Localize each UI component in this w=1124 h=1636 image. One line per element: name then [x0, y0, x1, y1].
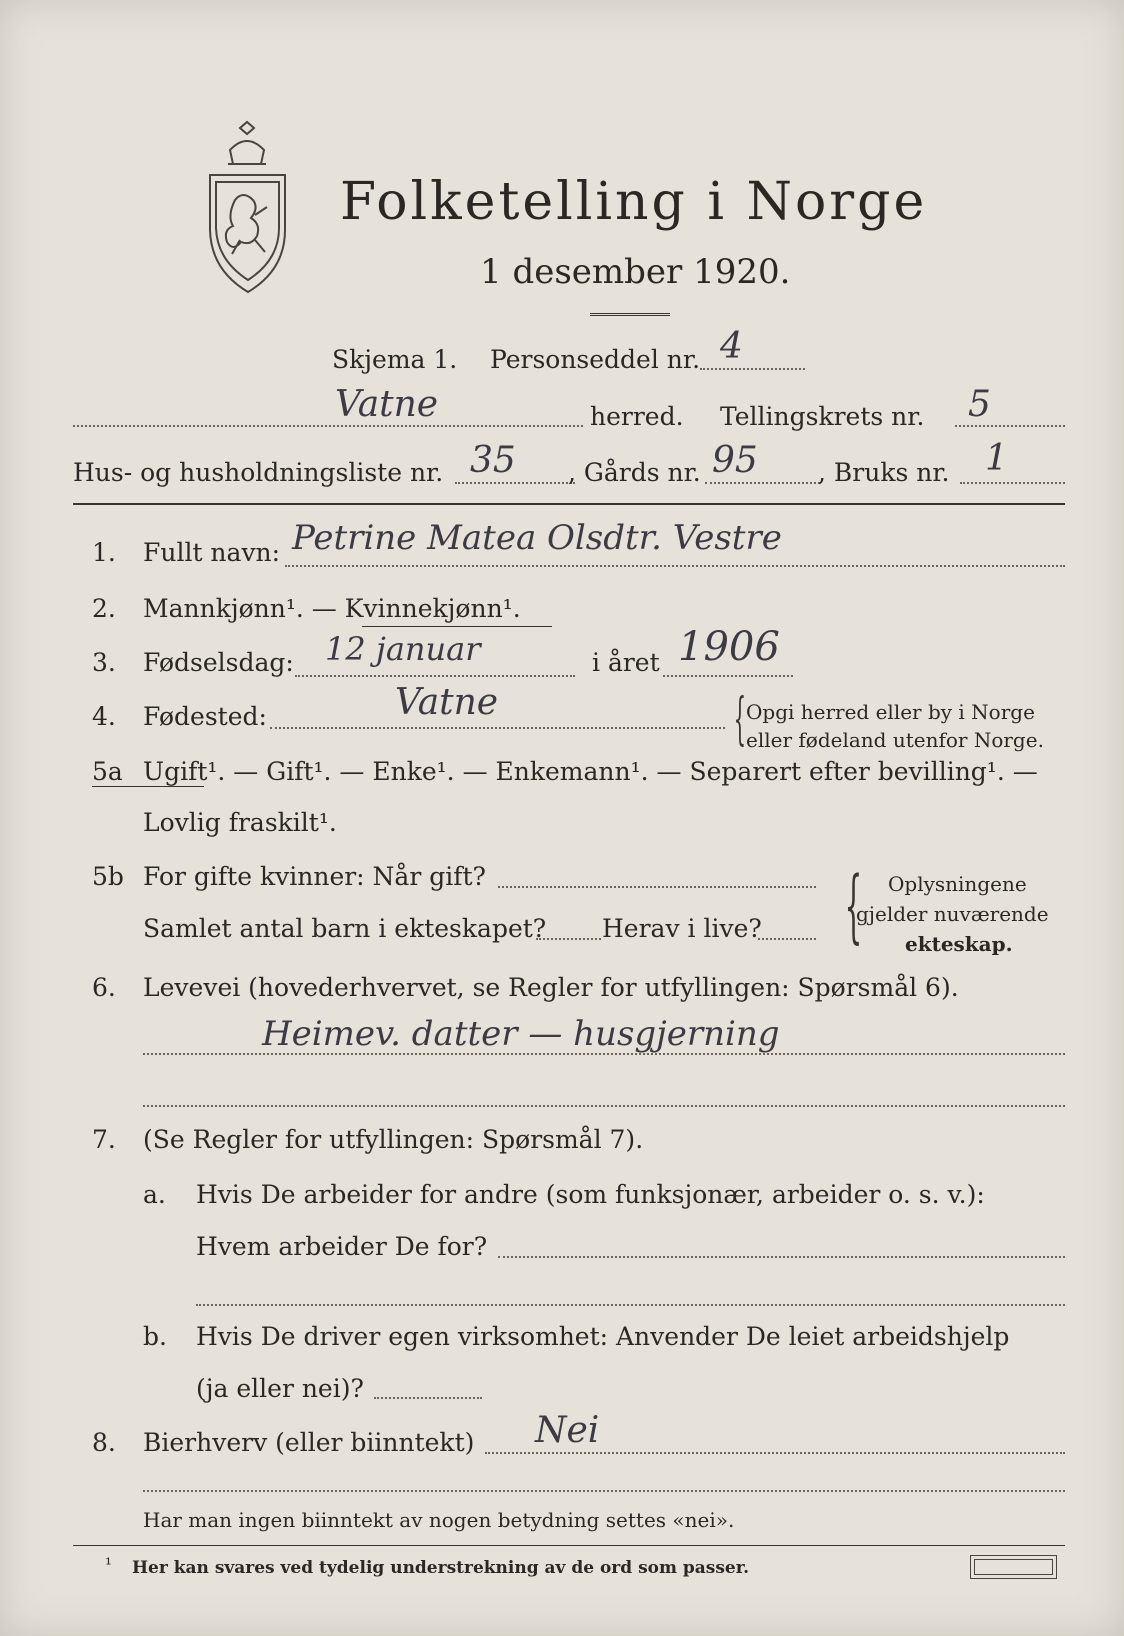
q4-field-line	[270, 727, 725, 729]
q6-occupation-value[interactable]: Heimev. datter — husgjerning	[262, 1014, 780, 1054]
gards-value[interactable]: 95	[712, 440, 758, 481]
q5b-children-field-line	[536, 938, 601, 940]
q4-number: 4.	[92, 702, 116, 731]
q3-year-field-line	[663, 675, 793, 677]
q7-number: 7.	[92, 1125, 116, 1154]
q5a-underline-ugift	[92, 786, 204, 787]
q5b-children-label: Samlet antal barn i ekteskapet?	[143, 914, 547, 943]
q5b-when-married-label: For gifte kvinner: Når gift?	[143, 862, 486, 891]
q3-label: Fødselsdag:	[143, 648, 294, 677]
footnote-marker: ¹	[105, 1555, 112, 1575]
q6-field-line-2	[143, 1105, 1065, 1107]
q8-label: Bierhverv (eller biinntekt)	[143, 1428, 475, 1457]
herred-value[interactable]: Vatne	[335, 384, 439, 425]
q5b-note-line3: ekteskap.	[905, 932, 1013, 956]
q5b-brace: {	[844, 859, 863, 952]
q7b-yes-no-label: (ja eller nei)?	[196, 1374, 364, 1403]
q7a-employer-label: Hvem arbeider De for?	[196, 1232, 488, 1261]
q2-gender-options: Mannkjønn¹. — Kvinnekjønn¹.	[143, 594, 521, 623]
q5b-alive-label: Herav i live?	[602, 914, 762, 943]
q1-label: Fullt navn:	[143, 538, 281, 567]
tellingskrets-field-line	[955, 425, 1065, 427]
footnote-text: Her kan svares ved tydelig understrekning av de ord som passer.	[132, 1558, 750, 1578]
q5b-when-married-field-line	[498, 886, 816, 888]
side-income-note: Har man ingen biinntekt av nogen betydning settes «nei».	[143, 1508, 735, 1532]
bruks-field-line	[960, 482, 1065, 484]
q5b-alive-field-line	[758, 938, 816, 940]
q7b-field-line	[374, 1397, 482, 1399]
personseddel-label: Personseddel nr.	[490, 345, 701, 374]
q4-note-line1: Opgi herred eller by i Norge	[746, 700, 1035, 724]
title-divider	[590, 313, 670, 316]
hus-label: Hus- og husholdningsliste nr.	[73, 458, 444, 487]
q4-birthplace-value[interactable]: Vatne	[395, 682, 499, 723]
printer-mark	[970, 1555, 1057, 1579]
q6-label: Levevei (hovederhvervet, se Regler for utfyllingen: Spørsmål 6).	[143, 973, 959, 1002]
q2-number: 2.	[92, 594, 116, 623]
q7a-employer-field-line	[498, 1256, 1065, 1258]
form-title: Folketelling i Norge	[340, 172, 928, 232]
q3-year-label: i året	[592, 648, 660, 677]
skjema-label: Skjema 1.	[332, 345, 458, 374]
q1-number: 1.	[92, 538, 116, 567]
hus-field-line	[455, 482, 575, 484]
q8-field-line-2	[143, 1490, 1065, 1492]
herred-field-line	[73, 425, 583, 427]
q5b-note-line2: gjelder nuværende	[856, 902, 1049, 926]
q8-side-income-value[interactable]: Nei	[535, 1410, 600, 1451]
q7-label: (Se Regler for utfyllingen: Spørsmål 7).	[143, 1125, 644, 1154]
q6-number: 6.	[92, 973, 116, 1002]
header-divider	[73, 503, 1065, 505]
q5a-marital-options: Ugift¹. — Gift¹. — Enke¹. — Enkemann¹. — Separert efter bevilling¹. —	[143, 757, 1038, 786]
q4-label: Fødested:	[143, 702, 267, 731]
q7a-question: Hvis De arbeider for andre (som funksjonær, arbeider o. s. v.):	[196, 1180, 985, 1209]
q7b-number: b.	[143, 1322, 167, 1351]
bruks-label: , Bruks nr.	[818, 458, 950, 487]
personseddel-field-line	[700, 368, 805, 370]
gards-label: , Gårds nr.	[568, 458, 701, 487]
q5a-number: 5a	[92, 757, 123, 786]
census-date: 1 desember 1920.	[480, 252, 791, 292]
q5b-note-line1: Oplysningene	[888, 872, 1027, 896]
q1-full-name-value[interactable]: Petrine Matea Olsdtr. Vestre	[292, 518, 782, 558]
tellingskrets-value[interactable]: 5	[968, 384, 991, 425]
q8-field-line	[485, 1452, 1065, 1454]
tellingskrets-label: Tellingskrets nr.	[720, 402, 925, 431]
gards-field-line	[705, 482, 820, 484]
q5b-number: 5b	[92, 862, 124, 891]
q7b-question: Hvis De driver egen virksomhet: Anvender De leiet arbeidshjelp	[196, 1322, 1010, 1351]
q5a-marital-options-cont: Lovlig fraskilt¹.	[143, 808, 337, 837]
q7a-employer-field-line-2	[196, 1304, 1065, 1306]
q8-number: 8.	[92, 1428, 116, 1457]
q3-number: 3.	[92, 648, 116, 677]
q3-birthday-value[interactable]: 12 januar	[325, 630, 481, 668]
personseddel-value[interactable]: 4	[720, 326, 743, 367]
footer-divider	[73, 1545, 1065, 1546]
q2-underline-kvinnekjonn	[362, 626, 552, 627]
q1-field-line	[285, 565, 1065, 567]
hus-value[interactable]: 35	[470, 440, 516, 481]
q3-field-line	[295, 675, 575, 677]
q4-brace: {	[733, 687, 747, 752]
q7a-number: a.	[143, 1180, 166, 1209]
q4-note-line2: eller fødeland utenfor Norge.	[746, 728, 1044, 752]
q3-year-value[interactable]: 1906	[678, 624, 780, 670]
bruks-value[interactable]: 1	[985, 438, 1008, 479]
herred-label: herred.	[590, 402, 684, 431]
norwegian-coat-of-arms-icon	[200, 120, 295, 295]
